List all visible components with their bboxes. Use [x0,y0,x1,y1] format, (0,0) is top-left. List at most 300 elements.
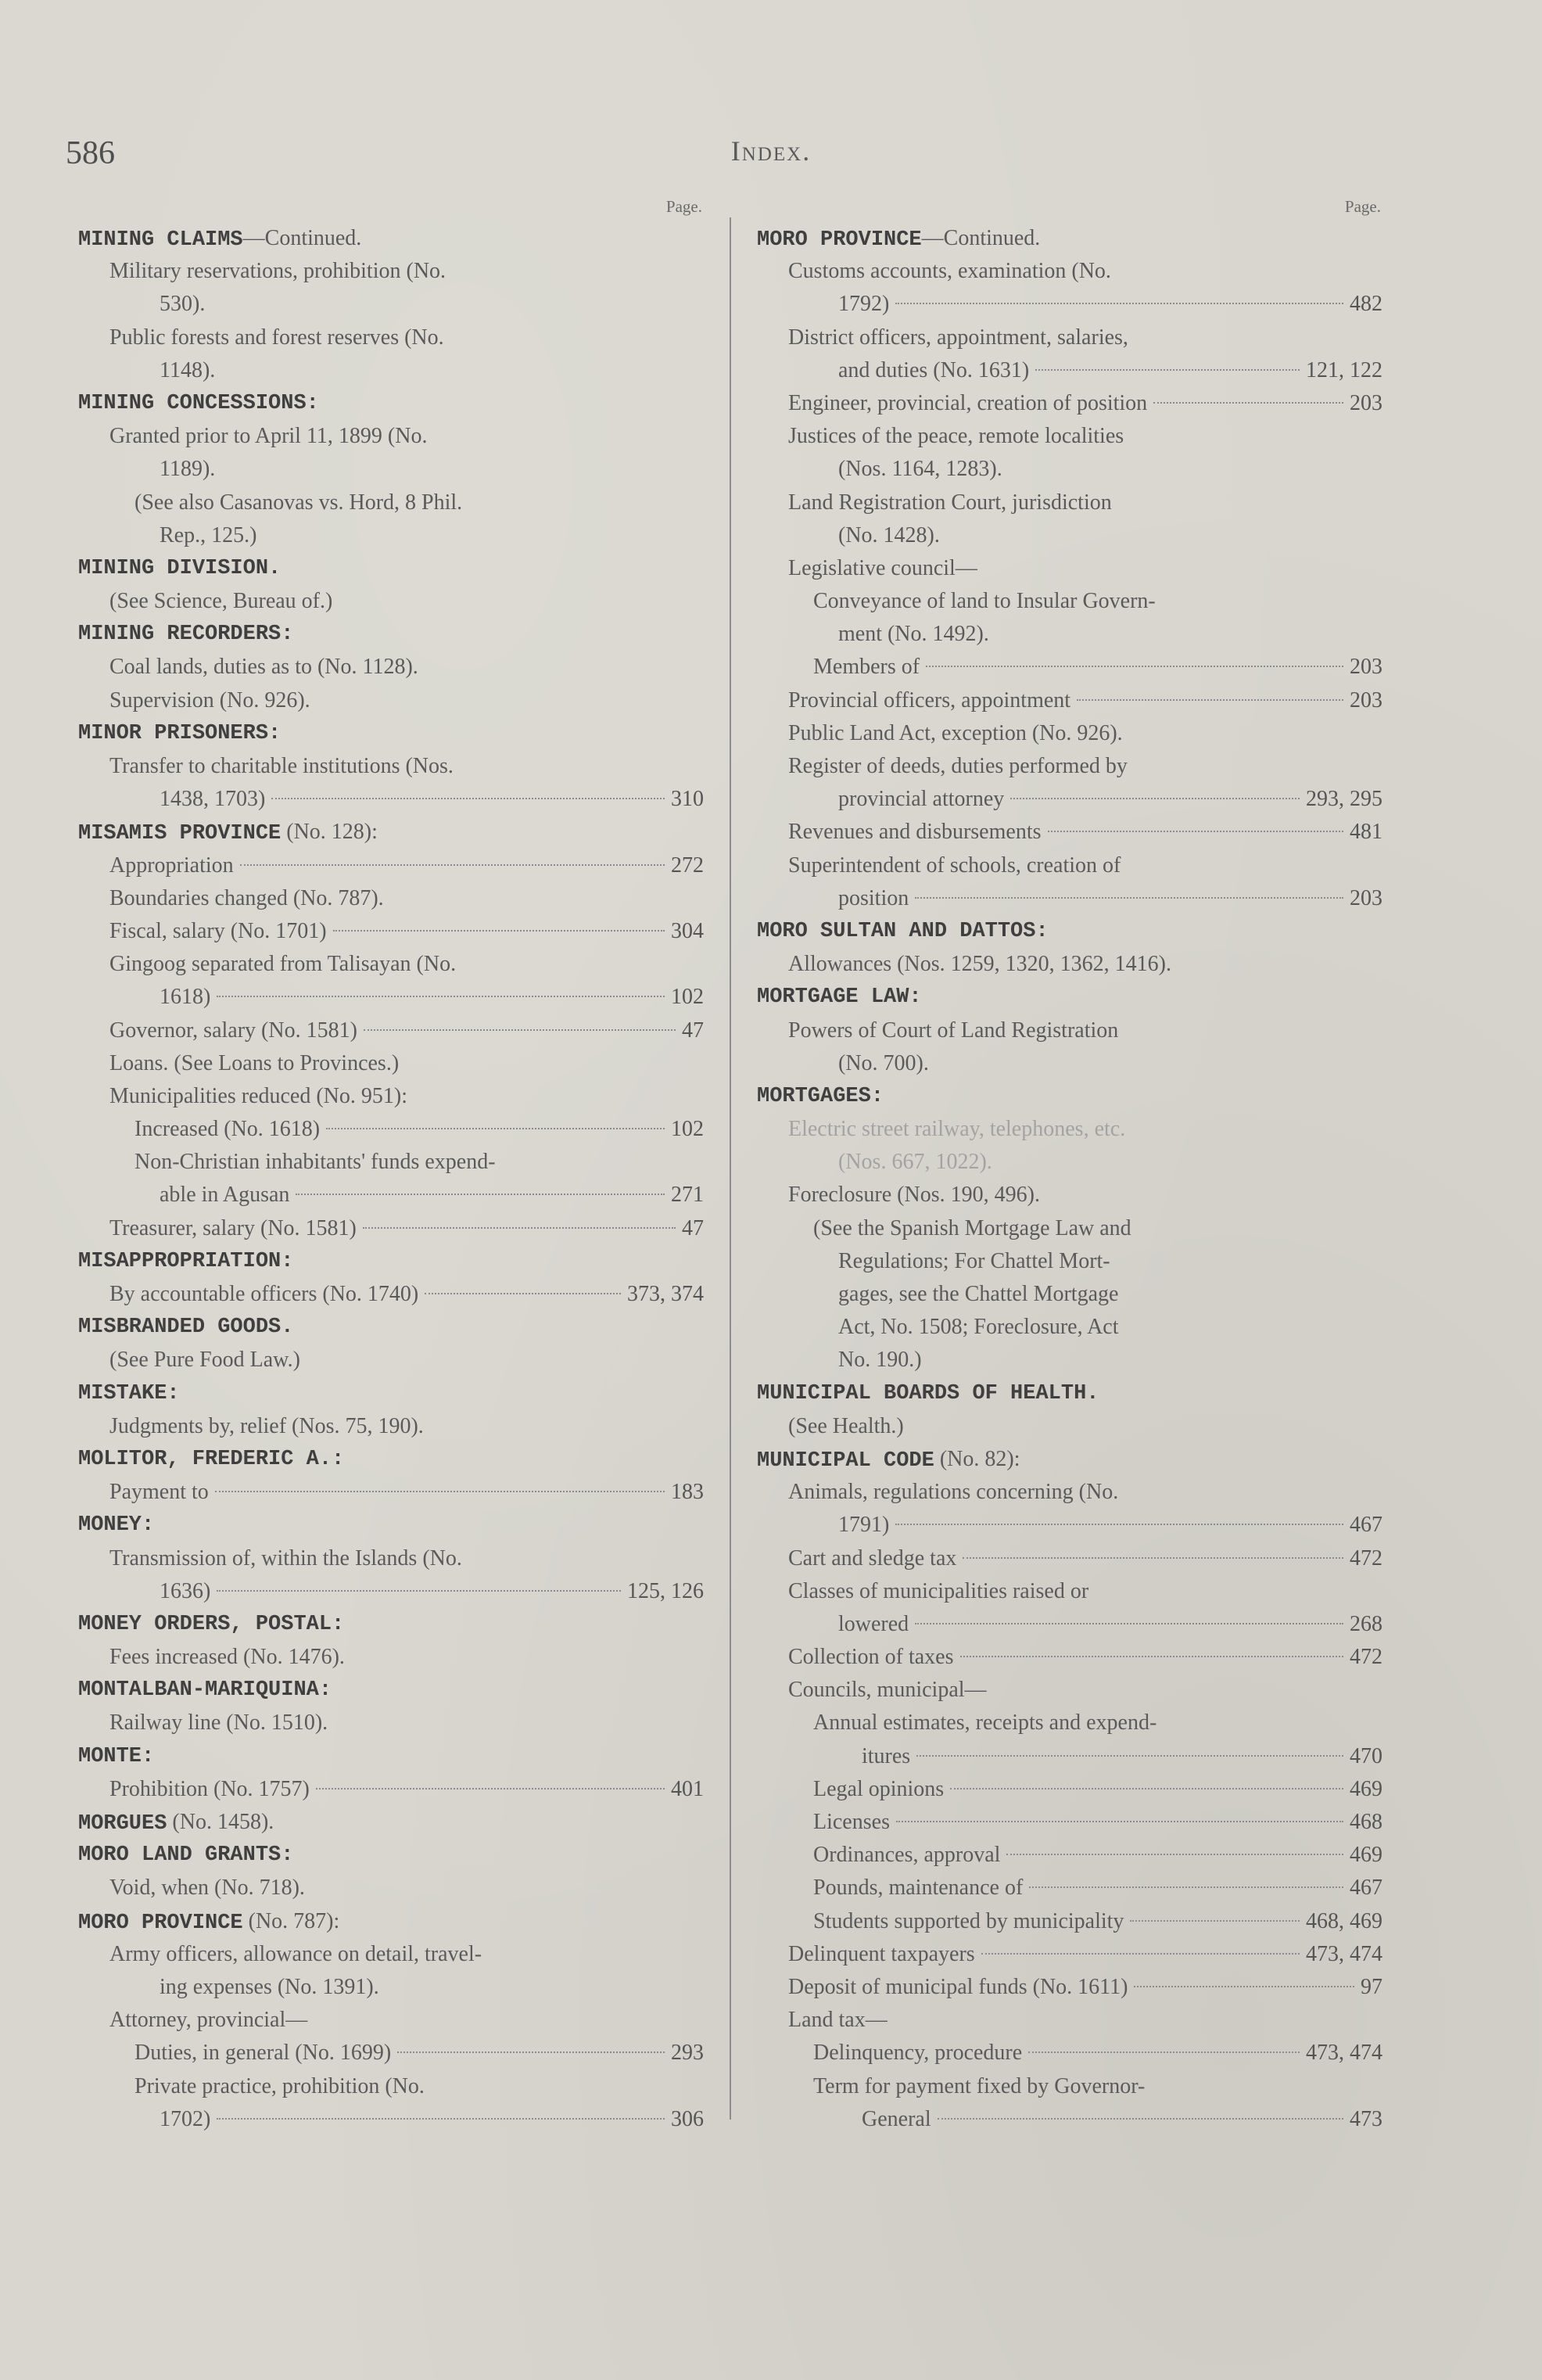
index-heading [757,915,1382,948]
index-entry [757,1839,1382,1872]
entry-text: 1148). [160,357,216,382]
heading-suffix: (No. 787): [242,1908,340,1933]
index-entry [757,1146,1382,1179]
heading-text: MONEY: [78,1513,155,1538]
entry-text: No. 190.) [838,1348,922,1373]
page-reference: 271 [671,1183,704,1208]
entry-text: Non-Christian inhabitants' funds expend- [134,1150,496,1175]
dot-leader [271,798,665,799]
index-entry [78,1179,704,1212]
dot-leader [217,1590,621,1592]
index-heading [78,618,704,651]
index-entry [757,717,1382,750]
dot-leader [1077,699,1343,701]
index-entry [757,321,1382,354]
dot-leader [240,864,665,866]
entry-text: Superintendent of schools, creation of [788,853,1121,878]
index-heading [78,717,704,750]
index-heading [757,1080,1382,1113]
dot-leader [915,897,1343,899]
index-entry [757,1311,1382,1344]
index-entry [757,783,1382,816]
entry-text: Legal opinions [813,1776,945,1801]
index-heading [78,1377,704,1410]
index-entry [78,684,704,717]
index-entry [757,882,1382,915]
entry-text: Councils, municipal— [788,1678,987,1703]
index-entry [757,420,1382,453]
heading-text: MISBRANDED GOODS. [78,1316,294,1340]
index-entry [78,1542,704,1575]
index-heading [78,387,704,420]
index-heading [78,816,704,849]
entry-text: Electric street railway, telephones, etc. [788,1117,1126,1142]
entry-text: able in Agusan [160,1183,290,1208]
entry-text: Collection of taxes [788,1645,954,1670]
dot-leader [1035,369,1300,371]
dot-leader [1048,831,1344,832]
index-entry [757,255,1382,288]
running-head: Index. [730,135,812,167]
index-entry [78,1113,704,1146]
dot-leader [963,1557,1343,1559]
index-entry [757,1674,1382,1707]
page-reference: 268 [1350,1611,1382,1636]
dot-leader [296,1194,665,1195]
index-entry [78,783,704,816]
dot-leader [215,1491,665,1492]
index-heading [78,1839,704,1872]
index-entry [757,288,1382,321]
page-reference: 469 [1350,1843,1382,1868]
heading-suffix: (No. 128): [281,820,378,845]
dot-leader [217,2118,665,2120]
entry-text: By accountable officers (No. 1740) [109,1282,419,1306]
index-entry [757,519,1382,552]
entry-text: Rep., 125.) [160,522,257,547]
entry-text: General [862,2106,931,2131]
entry-text: Regulations; For Chattel Mort- [838,1248,1110,1273]
index-entry [757,651,1382,684]
page-number: 586 [66,135,115,171]
index-entry [757,1872,1382,1904]
entry-text: Licenses [813,1810,890,1834]
index-entry [757,948,1382,981]
page-reference: 121, 122 [1306,357,1382,382]
entry-text: Delinquency, procedure [813,2041,1023,2066]
right-page-label: Page. [1344,197,1381,216]
dot-leader [363,1227,676,1229]
index-entry [78,255,704,288]
page-reference: 401 [671,1776,704,1801]
entry-text: (See Health.) [788,1413,904,1438]
index-heading [78,1245,704,1278]
entry-text: Animals, regulations concerning (No. [788,1480,1119,1505]
dot-leader [1134,1986,1354,1987]
page-reference: 473 [1350,2106,1382,2131]
index-entry [757,1608,1382,1641]
index-entry [757,486,1382,519]
index-entry [78,2037,704,2069]
index-entry [757,1245,1382,1278]
heading-text: MUNICIPAL CODE [757,1448,934,1473]
entry-text: Payment to [109,1480,209,1505]
index-entry [757,1113,1382,1146]
page-reference: 272 [671,853,704,878]
index-heading [78,1740,704,1773]
entry-text: 1438, 1703) [160,787,266,812]
page-reference: 203 [1350,885,1382,910]
heading-text: MORGUES [78,1812,167,1836]
dot-leader [926,666,1343,667]
entry-text: Transfer to charitable institutions (Nos. [109,754,454,778]
entry-text: Conveyance of land to Insular Govern- [813,589,1156,614]
entry-text: Customs accounts, examination (No. [788,259,1111,284]
page-reference: 293 [671,2041,704,2066]
entry-text: ment (No. 1492). [838,622,989,647]
index-entry [78,420,704,453]
dot-leader [915,1623,1343,1624]
index-entry [78,1344,704,1377]
entry-text: Foreclosure (Nos. 190, 496). [788,1183,1040,1208]
index-entry [78,1278,704,1311]
page-reference: 482 [1350,292,1382,317]
dot-leader [333,930,665,932]
entry-text: (See the Spanish Mortgage Law and [813,1215,1131,1240]
heading-text: MORO PROVINCE [757,228,922,252]
entry-text: Transmission of, within the Islands (No. [109,1545,462,1571]
index-entry [78,750,704,783]
dot-leader [1010,798,1300,799]
index-entry [757,453,1382,486]
page-reference: 203 [1350,687,1382,713]
heading-text: MORO SULTAN AND DATTOS: [757,919,1049,943]
index-entry [757,1707,1382,1739]
dot-leader [938,2118,1343,2120]
dot-leader [1006,1854,1343,1855]
index-entry [757,2103,1382,2136]
index-heading [78,222,704,255]
heading-text: MINING RECORDERS: [78,623,294,647]
page-reference: 472 [1350,1645,1382,1670]
entry-text: Boundaries changed (No. 787). [109,885,384,910]
entry-text: Provincial officers, appointment [788,687,1071,713]
entry-text: 1636) [160,1578,211,1603]
entry-text: Appropriation [109,853,234,878]
heading-text: MINING DIVISION. [78,556,282,580]
dot-leader [1029,1886,1343,1888]
left-page-label: Page. [665,197,702,216]
entry-text: Void, when (No. 718). [109,1876,305,1901]
index-heading [78,552,704,585]
heading-text: MUNICIPAL BOARDS OF HEALTH. [757,1381,1099,1405]
index-entry [78,585,704,618]
column-divider [730,217,731,2120]
entry-text: Private practice, prohibition (No. [134,2073,425,2098]
entry-text: Act, No. 1508; Foreclosure, Act [838,1315,1119,1340]
page-reference: 125, 126 [627,1578,704,1603]
index-entry [757,1542,1382,1575]
page-reference: 102 [671,985,704,1010]
heading-text: MORTGAGE LAW: [757,985,922,1010]
dot-leader [1028,2052,1300,2053]
entry-text: Gingoog separated from Talisayan (No. [109,952,457,977]
entry-text: 530). [160,292,206,317]
entry-text: lowered [838,1611,909,1636]
entry-text: Allowances (Nos. 1259, 1320, 1362, 1416). [788,952,1171,977]
entry-text: 1189). [160,457,216,482]
index-entry [757,1938,1382,1971]
index-entry [78,882,704,915]
index-entry [78,1872,704,1904]
page-reference: 293, 295 [1306,787,1382,812]
entry-text: Members of [813,655,920,680]
page-reference: 47 [682,1018,704,1043]
index-entry [78,915,704,948]
heading-text: MOLITOR, FREDERIC A.: [78,1447,345,1471]
index-entry [78,1080,704,1113]
page-reference: 473, 474 [1306,2041,1382,2066]
index-heading [78,1608,704,1641]
entry-text: provincial attorney [838,787,1005,812]
dot-leader [895,303,1343,304]
heading-text: MINOR PRISONERS: [78,721,282,745]
index-entry [757,552,1382,585]
entry-text: Annual estimates, receipts and expend- [813,1711,1157,1736]
index-entry [757,849,1382,882]
entry-text: Engineer, provincial, creation of position [788,390,1148,415]
page-reference: 203 [1350,655,1382,680]
entry-text: Coal lands, duties as to (No. 1128). [109,655,418,680]
dot-leader [960,1656,1343,1657]
index-entry [757,1410,1382,1443]
entry-text: Fees increased (No. 1476). [109,1645,345,1670]
index-entry [757,1014,1382,1047]
entry-text: District officers, appointment, salaries, [788,325,1128,350]
entry-text: position [838,885,909,910]
index-entry [757,387,1382,420]
dot-leader [1153,402,1343,404]
entry-text: Delinquent taxpayers [788,1941,975,1966]
entry-text: Army officers, allowance on detail, travel- [109,1941,482,1966]
entry-text: (See also Casanovas vs. Hord, 8 Phil. [134,490,463,515]
index-entry [757,684,1382,717]
index-entry [757,1641,1382,1674]
index-heading [78,1806,704,1839]
index-entry [78,288,704,321]
entry-text: Public Land Act, exception (No. 926). [788,720,1123,745]
entry-text: (See Science, Bureau of.) [109,589,333,614]
index-entry [757,2070,1382,2103]
entry-text: Students supported by municipality [813,1908,1124,1933]
heading-text: MONTE: [78,1744,155,1768]
dot-leader [326,1128,665,1129]
index-heading [78,1674,704,1707]
heading-suffix: —Continued. [242,226,362,250]
index-entry [757,1971,1382,2004]
index-heading [757,981,1382,1014]
entry-text: gages, see the Chattel Mortgage [838,1282,1119,1306]
index-entry [78,1212,704,1245]
index-heading [78,1311,704,1344]
entry-text: (No. 1428). [838,522,940,547]
index-entry [78,1641,704,1674]
heading-suffix: (No. 1458). [167,1810,274,1834]
entry-text: Deposit of municipal funds (No. 1611) [788,1974,1128,1999]
page-reference: 306 [671,2106,704,2131]
index-heading [78,1905,704,1938]
index-entry [78,1938,704,1971]
entry-text: 1702) [160,2106,211,2131]
dot-leader [981,1953,1300,1955]
entry-text: Governor, salary (No. 1581) [109,1018,357,1043]
entry-text: Railway line (No. 1510). [109,1711,328,1736]
index-entry [78,1410,704,1443]
dot-leader [896,1821,1343,1822]
right-column [757,197,1382,2136]
entry-text: Land Registration Court, jurisdiction [788,490,1112,515]
index-heading [757,1443,1382,1476]
page-reference: 102 [671,1117,704,1142]
page-reference: 47 [682,1215,704,1240]
entry-text: Land tax— [788,2008,888,2033]
heading-text: MISTAKE: [78,1381,180,1405]
dot-leader [950,1788,1343,1789]
index-entry [78,1575,704,1608]
index-entry [78,1476,704,1509]
index-entry [757,1740,1382,1773]
index-entry [78,321,704,354]
index-heading [78,1443,704,1476]
index-entry [757,1773,1382,1806]
heading-text: MISAPPROPRIATION: [78,1249,294,1273]
heading-text: MISAMIS PROVINCE [78,822,282,846]
entry-text: Judgments by, relief (Nos. 75, 190). [109,1413,424,1438]
dot-leader [1130,1920,1300,1922]
index-heading [78,1509,704,1542]
heading-suffix: —Continued. [921,226,1041,250]
entry-text: Prohibition (No. 1757) [109,1776,310,1801]
heading-text: MINING CLAIMS [78,228,243,252]
heading-text: MONEY ORDERS, POSTAL: [78,1612,345,1636]
dot-leader [895,1524,1343,1525]
entry-text: Fiscal, salary (No. 1701) [109,918,327,943]
dot-leader [316,1788,665,1789]
index-entry [78,354,704,387]
entry-text: Revenues and disbursements [788,820,1042,845]
entry-text: Cart and sledge tax [788,1545,957,1571]
entry-text: 1792) [838,292,890,317]
dot-leader [364,1029,676,1031]
page-reference: 481 [1350,820,1382,845]
index-entry [757,816,1382,849]
index-entry [78,2070,704,2103]
entry-text: Loans. (See Loans to Provinces.) [109,1050,400,1075]
heading-text: MINING CONCESSIONS: [78,391,319,415]
index-entry [78,519,704,552]
index-entry [757,2037,1382,2069]
index-entry [78,1971,704,2004]
entry-text: Duties, in general (No. 1699) [134,2041,392,2066]
dot-leader [397,2052,665,2053]
page-reference: 97 [1361,1974,1382,1999]
dot-leader [217,996,665,997]
index-entry [78,849,704,882]
entry-text: (Nos. 667, 1022). [838,1150,992,1175]
index-entry [757,1509,1382,1542]
heading-suffix: (No. 82): [934,1446,1020,1471]
entry-text: Municipalities reduced (No. 951): [109,1083,408,1108]
page-reference: 183 [671,1480,704,1505]
page-reference: 373, 374 [627,1282,704,1306]
entry-text: Term for payment fixed by Governor- [813,2073,1146,2098]
index-entry [757,354,1382,387]
entry-text: Register of deeds, duties performed by [788,754,1128,778]
index-entry [757,1278,1382,1311]
page-reference: 472 [1350,1545,1382,1571]
index-entry [757,618,1382,651]
index-entry [78,948,704,981]
index-entry [757,1806,1382,1839]
heading-text: MORO PROVINCE [78,1911,243,1935]
index-entry [757,1575,1382,1608]
entry-text: 1618) [160,985,211,1010]
index-entry [78,1014,704,1047]
index-heading [757,1377,1382,1410]
entry-text: Classes of municipalities raised or [788,1578,1089,1603]
index-entry [78,1146,704,1179]
entry-text: (See Pure Food Law.) [109,1348,300,1373]
page-reference: 469 [1350,1776,1382,1801]
entry-text: Justices of the peace, remote localities [788,424,1124,449]
index-entry [78,486,704,519]
index-entry [757,1212,1382,1245]
index-entry [78,2004,704,2037]
entry-text: Treasurer, salary (No. 1581) [109,1215,357,1240]
dot-leader [425,1293,621,1294]
index-entry [78,1773,704,1806]
entry-text: Supervision (No. 926). [109,687,310,713]
entry-text: Increased (No. 1618) [134,1117,321,1142]
index-entry [78,981,704,1014]
entry-text: (Nos. 1164, 1283). [838,457,1002,482]
entry-text: Military reservations, prohibition (No. [109,259,446,284]
entry-text: ing expenses (No. 1391). [160,1974,379,1999]
dot-leader [916,1755,1343,1757]
entry-text: Powers of Court of Land Registration [788,1018,1119,1043]
page-reference: 468, 469 [1306,1908,1382,1933]
index-entry [757,585,1382,618]
index-entry [78,1047,704,1080]
page-reference: 203 [1350,390,1382,415]
entry-text: Legislative council— [788,555,977,580]
page-reference: 310 [671,787,704,812]
entry-text: itures [862,1743,911,1768]
page-reference: 467 [1350,1876,1382,1901]
heading-text: MORO LAND GRANTS: [78,1843,294,1868]
entry-text: Attorney, provincial— [109,2008,308,2033]
heading-text: MONTALBAN-MARIQUINA: [78,1678,332,1703]
index-entry [757,750,1382,783]
index-entry [757,1905,1382,1938]
page-reference: 473, 474 [1306,1941,1382,1966]
index-heading [757,222,1382,255]
entry-text: Public forests and forest reserves (No. [109,325,444,350]
index-entry [78,651,704,684]
page-reference: 304 [671,918,704,943]
index-entry [78,2103,704,2136]
index-entry [757,2004,1382,2037]
